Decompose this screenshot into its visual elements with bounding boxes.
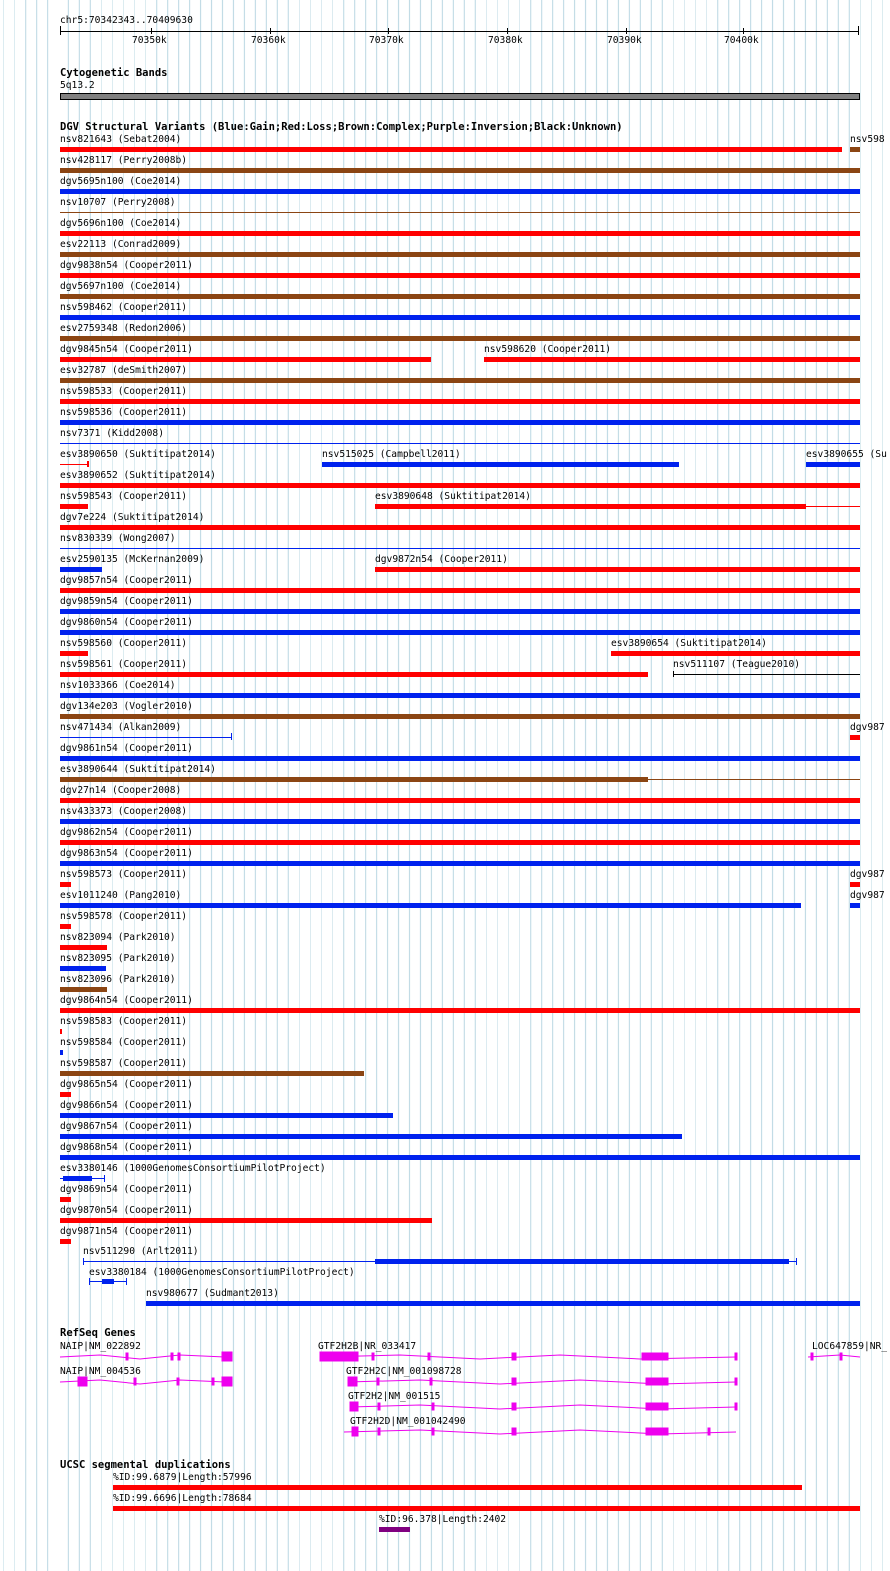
dgv-variant-label: nsv598584 (Cooper2011) bbox=[60, 1037, 188, 1048]
dgv-variant-label: nsv598587 (Cooper2011) bbox=[60, 1058, 188, 1069]
gene-gtf2h2[interactable] bbox=[350, 1402, 737, 1411]
dgv-variant-label: nsv598533 (Cooper2011) bbox=[60, 386, 188, 397]
gene-label: NAIP|NM_004536 bbox=[60, 1366, 141, 1377]
dgv-variant-label: dgv987 bbox=[850, 722, 885, 733]
dgv-variant-label: dgv9862n54 (Cooper2011) bbox=[60, 827, 193, 838]
dgv-variant-label: dgv7e224 (Suktitipat2014) bbox=[60, 512, 205, 523]
dgv-variant-label: nsv598583 (Cooper2011) bbox=[60, 1016, 188, 1027]
dgv-variant-label: nsv515025 (Campbell2011) bbox=[322, 449, 461, 460]
dgv-variant-label: nsv511290 (Arlt2011) bbox=[83, 1246, 199, 1257]
dgv-variant-label: nsv823096 (Park2010) bbox=[60, 974, 176, 985]
dgv-variant-label: esv3890652 (Suktitipat2014) bbox=[60, 470, 216, 481]
dgv-variant-label: nsv598560 (Cooper2011) bbox=[60, 638, 188, 649]
ruler-tick-label: 70380k bbox=[488, 35, 523, 46]
dgv-variant-label: nsv598462 (Cooper2011) bbox=[60, 302, 188, 313]
dgv-variant-label: esv3890655 (Su bbox=[806, 449, 887, 460]
dgv-variant-label: esv3890650 (Suktitipat2014) bbox=[60, 449, 216, 460]
dgv-variant-label: dgv134e203 (Vogler2010) bbox=[60, 701, 193, 712]
dgv-variant-label: dgv9871n54 (Cooper2011) bbox=[60, 1226, 193, 1237]
cytoband-track-title[interactable]: Cytogenetic Bands bbox=[60, 67, 168, 79]
dgv-variant-label: dgv9869n54 (Cooper2011) bbox=[60, 1184, 193, 1195]
dgv-variant-label: dgv9868n54 (Cooper2011) bbox=[60, 1142, 193, 1153]
dgv-variant-label: nsv598543 (Cooper2011) bbox=[60, 491, 188, 502]
gene-loc647859[interactable] bbox=[808, 1353, 860, 1360]
gene-label: GTF2H2B|NR_033417 bbox=[318, 1341, 417, 1352]
dgv-variant-label: esv22113 (Conrad2009) bbox=[60, 239, 182, 250]
ruler-tick-label: 70360k bbox=[251, 35, 286, 46]
region-label: chr5:70342343..70409630 bbox=[60, 15, 193, 26]
ruler-tick-label: 70390k bbox=[607, 35, 642, 46]
dgv-variant-label: dgv9870n54 (Cooper2011) bbox=[60, 1205, 193, 1216]
dgv-variant-label: nsv598536 (Cooper2011) bbox=[60, 407, 188, 418]
segdup-label: %ID:99.6879|Length:57996 bbox=[113, 1472, 252, 1483]
segdup-track-title[interactable]: UCSC segmental duplications bbox=[60, 1459, 231, 1471]
gene-label: GTF2H2C|NM_001098728 bbox=[346, 1366, 462, 1377]
dgv-variant-label: nsv598 bbox=[850, 134, 885, 145]
dgv-variant-label: dgv9838n54 (Cooper2011) bbox=[60, 260, 193, 271]
gene-naip-nm-004536[interactable] bbox=[60, 1377, 232, 1386]
ruler-tick-label: 70350k bbox=[132, 35, 167, 46]
dgv-track-title[interactable]: DGV Structural Variants (Blue:Gain;Red:Loss;Brown:Complex;Purple:Inversion;Black:Unknown) bbox=[60, 121, 623, 133]
dgv-variant-label: esv3890648 (Suktitipat2014) bbox=[375, 491, 531, 502]
dgv-variant-label: esv32787 (deSmith2007) bbox=[60, 365, 188, 376]
dgv-variant-label: nsv598573 (Cooper2011) bbox=[60, 869, 188, 880]
dgv-variant-label: dgv5696n100 (Coe2014) bbox=[60, 218, 182, 229]
dgv-variant-label: nsv7371 (Kidd2008) bbox=[60, 428, 164, 439]
segdup-label: %ID:99.6696|Length:78684 bbox=[113, 1493, 252, 1504]
dgv-variant-label: esv3890644 (Suktitipat2014) bbox=[60, 764, 216, 775]
gene-gtf2h2d[interactable] bbox=[344, 1427, 736, 1436]
refseq-track-title[interactable]: RefSeq Genes bbox=[60, 1327, 136, 1339]
dgv-variant-label: nsv823094 (Park2010) bbox=[60, 932, 176, 943]
dgv-variant-label: nsv821643 (Sebat2004) bbox=[60, 134, 182, 145]
dgv-variant-label: esv2590135 (McKernan2009) bbox=[60, 554, 205, 565]
gene-gtf2h2b[interactable] bbox=[320, 1352, 737, 1361]
ruler-tick-label: 70400k bbox=[724, 35, 759, 46]
dgv-variant-label: nsv428117 (Perry2008b) bbox=[60, 155, 188, 166]
gene-label: LOC647859|NR_ bbox=[812, 1341, 888, 1352]
dgv-variant-label: dgv9864n54 (Cooper2011) bbox=[60, 995, 193, 1006]
dgv-variant-label: dgv9845n54 (Cooper2011) bbox=[60, 344, 193, 355]
gene-gtf2h2c[interactable] bbox=[348, 1377, 737, 1386]
dgv-variant-label: nsv598561 (Cooper2011) bbox=[60, 659, 188, 670]
dgv-variant-label: dgv987 bbox=[850, 890, 885, 901]
dgv-variant-label: dgv9859n54 (Cooper2011) bbox=[60, 596, 193, 607]
cytoband-label: 5q13.2 bbox=[60, 80, 95, 91]
dgv-variant-label: dgv5697n100 (Coe2014) bbox=[60, 281, 182, 292]
dgv-variant-label: dgv9866n54 (Cooper2011) bbox=[60, 1100, 193, 1111]
gene-naip-nm-022892[interactable] bbox=[60, 1352, 232, 1361]
dgv-variant-label: nsv823095 (Park2010) bbox=[60, 953, 176, 964]
dgv-variant-label: nsv511107 (Teague2010) bbox=[673, 659, 801, 670]
dgv-variant-label: dgv987 bbox=[850, 869, 885, 880]
dgv-variant-label: dgv9860n54 (Cooper2011) bbox=[60, 617, 193, 628]
dgv-variant-label: esv3380184 (1000GenomesConsortiumPilotProject) bbox=[89, 1267, 355, 1278]
dgv-variant-label: dgv5695n100 (Coe2014) bbox=[60, 176, 182, 187]
dgv-variant-label: nsv598578 (Cooper2011) bbox=[60, 911, 188, 922]
dgv-variant-label: dgv27n14 (Cooper2008) bbox=[60, 785, 182, 796]
dgv-variant-label: esv2759348 (Redon2006) bbox=[60, 323, 188, 334]
dgv-variant-label: nsv433373 (Cooper2008) bbox=[60, 806, 188, 817]
gene-label: GTF2H2|NM_001515 bbox=[348, 1391, 441, 1402]
dgv-variant-label: dgv9863n54 (Cooper2011) bbox=[60, 848, 193, 859]
segdup-bar[interactable] bbox=[379, 1527, 410, 1532]
dgv-variant-label: dgv9857n54 (Cooper2011) bbox=[60, 575, 193, 586]
gene-label: NAIP|NM_022892 bbox=[60, 1341, 141, 1352]
dgv-variant-label: dgv9861n54 (Cooper2011) bbox=[60, 743, 193, 754]
dgv-variant-label: nsv10707 (Perry2008) bbox=[60, 197, 176, 208]
dgv-variant-label: dgv9872n54 (Cooper2011) bbox=[375, 554, 508, 565]
dgv-variant-label: nsv830339 (Wong2007) bbox=[60, 533, 176, 544]
dgv-variant-label: nsv598620 (Cooper2011) bbox=[484, 344, 612, 355]
segdup-label: %ID:96.378|Length:2402 bbox=[379, 1514, 507, 1525]
segdup-bar[interactable] bbox=[113, 1506, 860, 1511]
dgv-variant-label: dgv9867n54 (Cooper2011) bbox=[60, 1121, 193, 1132]
dgv-variant-label: esv3890654 (Suktitipat2014) bbox=[611, 638, 767, 649]
dgv-variant-label: nsv1033366 (Coe2014) bbox=[60, 680, 176, 691]
dgv-variant-label: dgv9865n54 (Cooper2011) bbox=[60, 1079, 193, 1090]
dgv-variant-label: esv1011240 (Pang2010) bbox=[60, 890, 182, 901]
dgv-variant-label: nsv471434 (Alkan2009) bbox=[60, 722, 182, 733]
gene-label: GTF2H2D|NM_001042490 bbox=[350, 1416, 466, 1427]
dgv-variant-label: nsv980677 (Sudmant2013) bbox=[146, 1288, 279, 1299]
ruler-tick-label: 70370k bbox=[369, 35, 404, 46]
segdup-bar[interactable] bbox=[113, 1485, 802, 1490]
dgv-variant-label: esv3380146 (1000GenomesConsortiumPilotProject) bbox=[60, 1163, 326, 1174]
